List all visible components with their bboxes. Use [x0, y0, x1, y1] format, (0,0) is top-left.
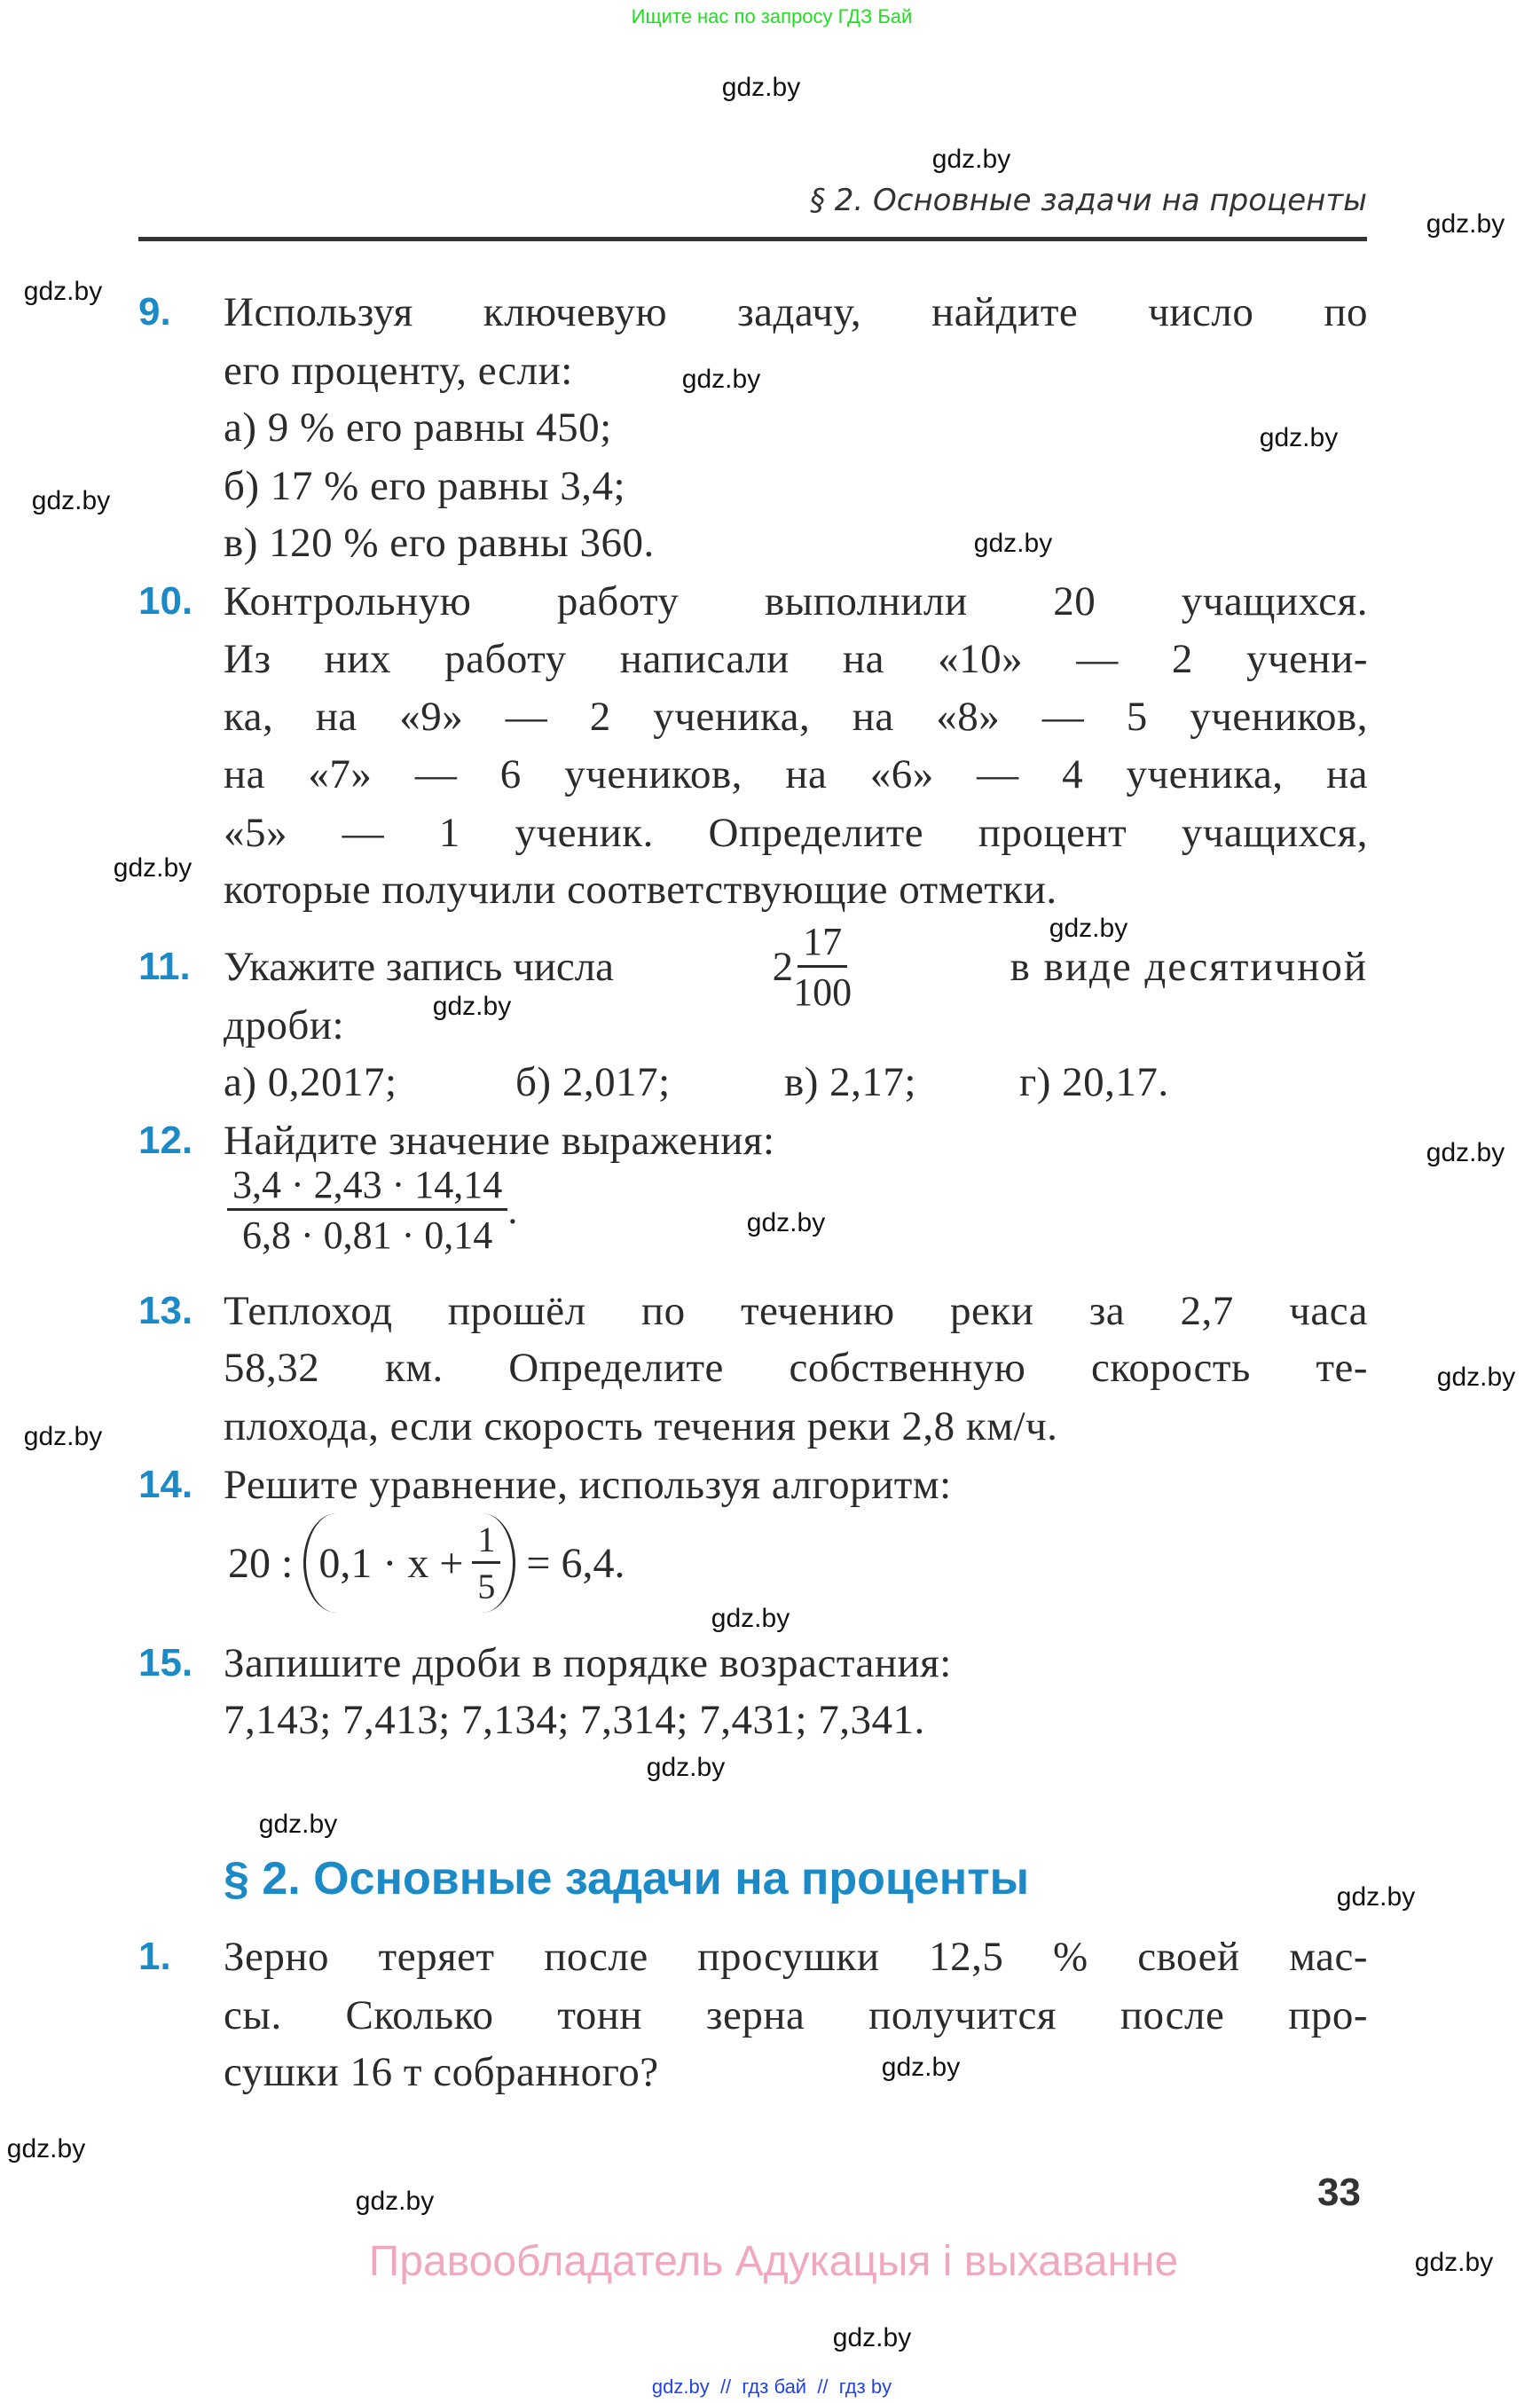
- option-a: а) 0,2017;: [224, 1059, 397, 1105]
- numerator: 3,4 · 2,43 · 14,14: [227, 1166, 507, 1211]
- copyright-notice: Правообладатель Адукацыя і выхаванне: [368, 2238, 1179, 2285]
- problem-option: а) 9 % его равны 450;: [224, 404, 612, 451]
- watermark: gdz.by: [1436, 1362, 1516, 1392]
- watermark: gdz.by: [1414, 2248, 1494, 2277]
- watermark: gdz.by: [881, 2053, 961, 2082]
- watermark: gdz.by: [31, 486, 111, 515]
- problem-text: Запишите дроби в порядке возрастания:: [224, 1640, 952, 1686]
- problem-option: б) 17 % его равны 3,4;: [224, 463, 626, 509]
- problem-text: которые получили соответствующие отметки.: [224, 867, 1057, 913]
- problem-text: Теплоход прошёл по течению реки за 2,7 часа: [224, 1288, 1368, 1334]
- problem-text: Контрольную работу выполнили 20 учащихся.: [224, 578, 1368, 624]
- problem-text: «5» — 1 ученик. Определите процент учащихся,: [224, 810, 1368, 856]
- problem-text: плохода, если скорость течения реки 2,8 км/ч.: [224, 1403, 1058, 1449]
- whole-part: 2: [772, 944, 794, 990]
- equation: [228, 1512, 625, 1614]
- problem-number: 1.: [138, 1935, 171, 1978]
- watermark: gdz.by: [832, 2323, 912, 2352]
- period: .: [507, 1189, 518, 1232]
- option-c: в) 2,17;: [784, 1059, 916, 1105]
- watermark: gdz.by: [721, 73, 801, 102]
- running-header: § 2. Основные задачи на проценты: [809, 183, 1367, 218]
- problem-number: 9.: [138, 290, 171, 334]
- watermark: gdz.by: [931, 145, 1011, 174]
- fraction: [227, 1163, 507, 1257]
- problem-number: 12.: [138, 1119, 193, 1162]
- problem-option: в) 120 % его равны 360.: [224, 520, 655, 566]
- problem-text: на «7» — 6 учеников, на «6» — 4 ученика, на: [224, 751, 1368, 797]
- problem-text: 58,32 км. Определите собственную скорость те-: [224, 1345, 1368, 1391]
- text: Укажите запись числа: [224, 944, 615, 990]
- problem-number: 11.: [138, 945, 191, 988]
- problem-text: сушки 16 т собранного?: [224, 2049, 659, 2095]
- paren-group: [303, 1513, 515, 1613]
- watermark: gdz.by: [113, 853, 192, 883]
- watermark: gdz.by: [646, 1753, 726, 1782]
- problem-number: 13.: [138, 1289, 193, 1332]
- watermark: gdz.by: [23, 1422, 103, 1451]
- watermark: gdz.by: [681, 365, 761, 394]
- watermark: gdz.by: [1426, 1138, 1505, 1167]
- eq-right: = 6,4.: [526, 1539, 625, 1587]
- problem-text: дроби:: [224, 1002, 345, 1048]
- numerator: 1: [472, 1522, 500, 1564]
- watermark: gdz.by: [258, 1810, 338, 1839]
- problem-text: Зерно теряет после просушки 12,5 % своей мас-: [224, 1934, 1368, 1980]
- footer-links[interactable]: gdz.by // гдз бай // гдз by: [651, 2376, 892, 2398]
- denominator: 6,8 · 0,81 · 0,14: [242, 1213, 493, 1257]
- problem-text: Используя ключевую задачу, найдите число по: [224, 289, 1368, 335]
- problem-text: Из них работу написали на «10» — 2 учени-: [224, 636, 1368, 682]
- section-heading: § 2. Основные задачи на проценты: [224, 1853, 1030, 1904]
- numerator: 17: [798, 923, 847, 968]
- denominator: 100: [793, 970, 852, 1014]
- watermark: gdz.by: [1049, 914, 1128, 943]
- text: в виде десятичной: [1010, 944, 1368, 990]
- option-b: б) 2,017;: [515, 1059, 671, 1105]
- watermark: gdz.by: [355, 2187, 435, 2216]
- eq-inner: 0,1 · x +: [318, 1539, 464, 1587]
- watermark: gdz.by: [973, 529, 1053, 558]
- problem-text: его проценту, если:: [224, 348, 573, 394]
- problem-text: Решите уравнение, используя алгоритм:: [224, 1462, 952, 1508]
- option-d: г) 20,17.: [1019, 1059, 1169, 1105]
- eq-left: 20 :: [228, 1539, 294, 1587]
- watermark: gdz.by: [6, 2134, 86, 2163]
- watermark: gdz.by: [1259, 423, 1339, 452]
- problem-text: ка, на «9» — 2 ученика, на «8» — 5 учеников,: [224, 694, 1368, 740]
- watermark: gdz.by: [746, 1208, 826, 1237]
- problem-number: 14.: [138, 1463, 193, 1506]
- page-number: 33: [1317, 2171, 1361, 2214]
- watermark: gdz.by: [1426, 209, 1505, 239]
- expression: [227, 1163, 518, 1257]
- problem-number: 15.: [138, 1641, 193, 1684]
- watermark: gdz.by: [1336, 1882, 1416, 1912]
- watermark: gdz.by: [432, 992, 512, 1021]
- problem-text: 7,143; 7,413; 7,134; 7,314; 7,431; 7,341.: [224, 1697, 925, 1743]
- watermark: gdz.by: [711, 1604, 790, 1633]
- problem-number: 10.: [138, 579, 193, 623]
- problem-text: Найдите значение выражения:: [224, 1118, 775, 1164]
- watermark: gdz.by: [23, 277, 103, 306]
- fraction: [472, 1519, 500, 1606]
- denominator: 5: [477, 1566, 496, 1606]
- problem-text: сы. Сколько тонн зерна получится после про-: [224, 1992, 1368, 2038]
- top-banner[interactable]: Ищите нас по запросу ГДЗ Бай: [631, 5, 913, 27]
- header-rule: [138, 237, 1367, 241]
